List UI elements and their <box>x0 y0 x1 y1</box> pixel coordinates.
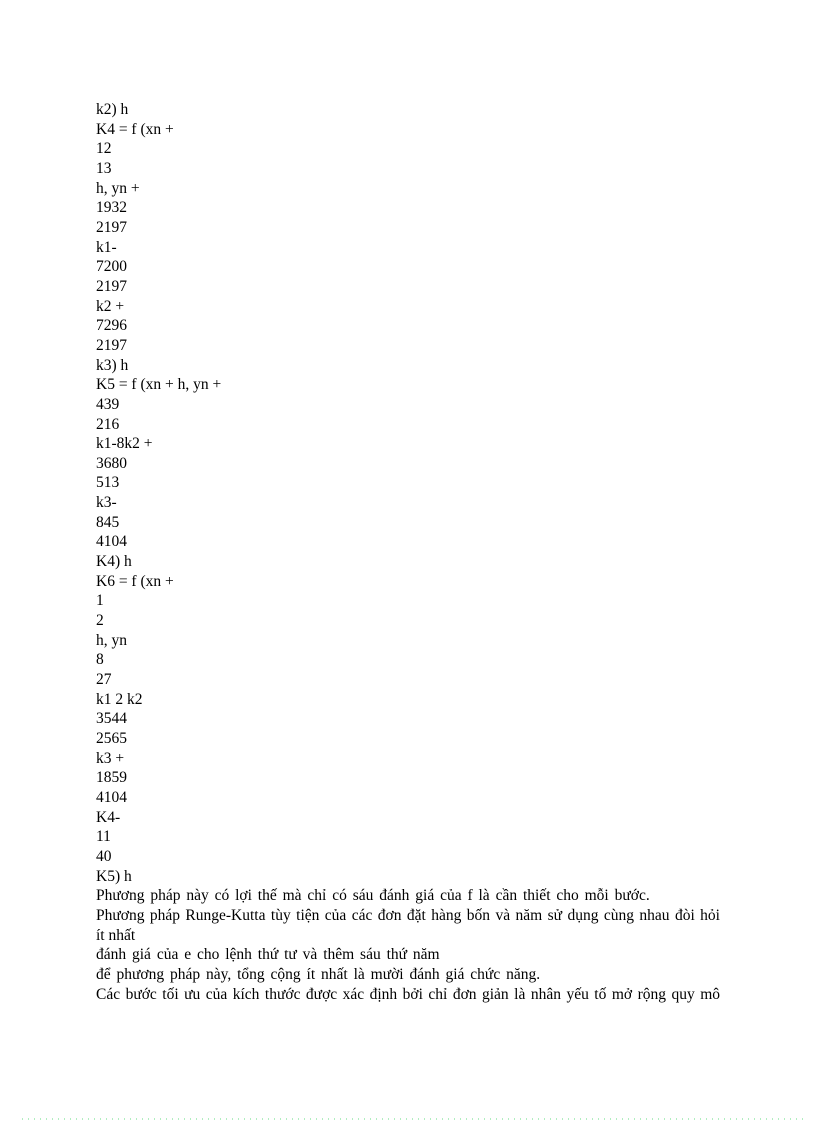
text-line: k1 2 k2 <box>96 690 143 708</box>
text-line: 11 <box>96 828 111 846</box>
text-line: k3 + <box>96 749 125 767</box>
page-break-dotted-line <box>22 1118 808 1120</box>
text-line: 3680 <box>96 454 127 472</box>
text-line: 2 <box>96 612 104 630</box>
text-line: 513 <box>96 474 120 492</box>
text-line: k2) h <box>96 101 129 118</box>
text-line: 4104 <box>96 788 127 806</box>
text-line: 13 <box>96 159 112 177</box>
text-line: 12 <box>96 140 112 158</box>
text-line: h, yn + <box>96 179 140 197</box>
text-line: K5) h <box>96 867 132 885</box>
text-line: 27 <box>96 671 112 689</box>
text-line: K4- <box>96 808 121 826</box>
text-line: k1- <box>96 238 117 256</box>
text-line: 8 <box>96 651 104 669</box>
text-line: 40 <box>96 847 112 865</box>
text-line: 7200 <box>96 258 127 276</box>
text-line: 2565 <box>96 730 127 747</box>
text-line: 845 <box>96 513 120 531</box>
document-text-block <box>96 100 720 1004</box>
text-line: k1-8k2 + <box>96 435 153 453</box>
text-line: Các bước tối ưu của kích thước được xác định bởi chỉ đơn giản là nhân yếu tố mở rộng quy mô <box>96 985 720 1003</box>
text-line: 1 <box>96 592 104 610</box>
text-line: K4) h <box>96 553 132 571</box>
text-line: k2 + <box>96 297 125 315</box>
text-line: 7296 <box>96 317 127 335</box>
text-line: 216 <box>96 415 120 433</box>
text-line: Phương pháp Runge-Kutta tùy tiện của các đơn đặt hàng bốn và năm sử dụng cùng nhau đòi hỏi <box>96 906 720 924</box>
text-line: k3) h <box>96 356 129 374</box>
text-line: 1932 <box>96 199 127 217</box>
text-line: h, yn <box>96 631 127 649</box>
text-line: đánh giá của e cho lệnh thứ tư và thêm sáu thứ năm <box>96 946 440 964</box>
text-line: 4104 <box>96 533 127 551</box>
text-line: k3- <box>96 494 117 512</box>
text-line: K4 = f (xn + <box>96 120 174 138</box>
text-line: 2197 <box>96 277 127 295</box>
text-line: K6 = f (xn + <box>96 572 174 590</box>
text-line: Phương pháp này có lợi thế mà chỉ có sáu đánh giá của f là cần thiết cho mỗi bước. <box>96 887 650 905</box>
text-line: ít nhất <box>96 926 136 944</box>
text-line: 1859 <box>96 769 127 787</box>
text-line: 2197 <box>96 336 127 354</box>
text-line: 439 <box>96 395 120 413</box>
text-line: 3544 <box>96 710 127 728</box>
text-line: K5 = f (xn + h, yn + <box>96 376 222 394</box>
text-line: để phương pháp này, tổng cộng ít nhất là mười đánh giá chức năng. <box>96 965 541 983</box>
text-line: 2197 <box>96 218 127 236</box>
